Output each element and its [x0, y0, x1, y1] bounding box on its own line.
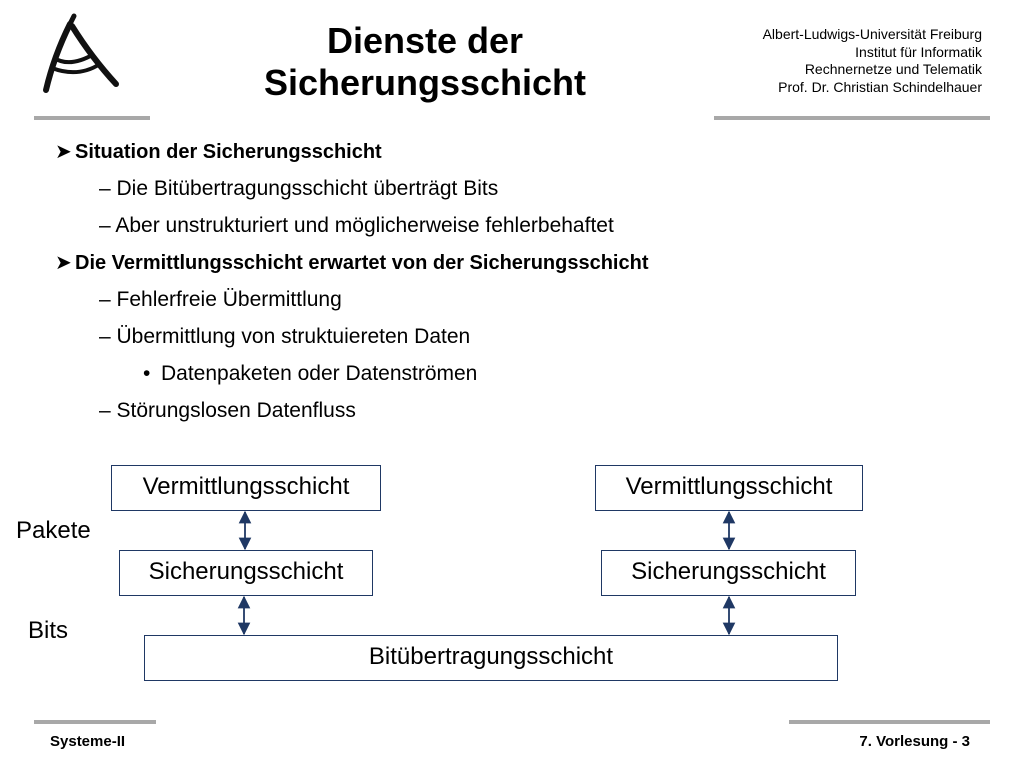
sub-item-text: – Störungslosen Datenfluss: [99, 399, 356, 422]
affiliation-line: Albert-Ludwigs-Universität Freiburg: [762, 26, 982, 42]
slide-title: [210, 20, 640, 104]
footer-rule-left: [34, 720, 156, 724]
sub-item: [55, 175, 955, 212]
sub-item-text: – Die Bitübertragungsschicht überträgt Bits: [99, 177, 499, 200]
title-line-2: Sicherungsschicht: [263, 62, 587, 103]
sub-item: [55, 212, 955, 249]
bullet-text: Situation der Sicherungsschicht: [75, 141, 382, 163]
sub-sub-item-text: Datenpaketen oder Datenströmen: [161, 362, 478, 385]
affiliation-line: Prof. Dr. Christian Schindelhauer: [778, 78, 982, 95]
footer-course: Systeme-II: [50, 733, 126, 750]
sub-item-text: – Übermittlung von struktuiereten Daten: [99, 325, 471, 348]
header-rule-left: [34, 116, 150, 120]
bullet-text: Die Vermittlungsschicht erwartet von der Sicherungsschicht: [75, 252, 649, 274]
sub-item-text: – Aber unstrukturiert und möglicherweise fehlerbehaftet: [99, 214, 614, 237]
sub-sub-item: [55, 360, 955, 397]
footer-page: 7. Vorlesung - 3: [859, 733, 970, 750]
affiliation-line: Institut für Informatik: [855, 43, 982, 60]
sub-item: [55, 286, 955, 323]
network-layer-box-left: Vermittlungsschicht: [111, 465, 381, 511]
header-rule-right: [714, 116, 990, 120]
bullet-item: [55, 249, 955, 286]
arrow-bullet-icon: ➤: [55, 141, 72, 163]
arrow-bullet-icon: ➤: [55, 252, 72, 274]
network-layer-box-right: Vermittlungsschicht: [595, 465, 863, 511]
label-pakete: Pakete: [16, 517, 91, 544]
university-logo-icon: [30, 10, 126, 100]
sub-item: [55, 397, 955, 434]
title-line-1: Dienste der: [326, 20, 524, 61]
footer-rule-right: [789, 720, 990, 724]
label-bits: Bits: [28, 617, 69, 644]
sub-item: [55, 323, 955, 360]
sub-item-text: – Fehlerfreie Übermittlung: [99, 288, 342, 311]
bullet-list: [55, 138, 955, 434]
physical-layer-box: Bitübertragungsschicht: [144, 635, 838, 681]
data-link-layer-box-right: Sicherungsschicht: [601, 550, 856, 596]
affiliation-block: [763, 26, 982, 96]
bullet-item: [55, 138, 955, 175]
data-link-layer-box-left: Sicherungsschicht: [119, 550, 373, 596]
dot-bullet-icon: •: [143, 362, 151, 385]
affiliation-line: Rechnernetze und Telematik: [804, 61, 982, 77]
